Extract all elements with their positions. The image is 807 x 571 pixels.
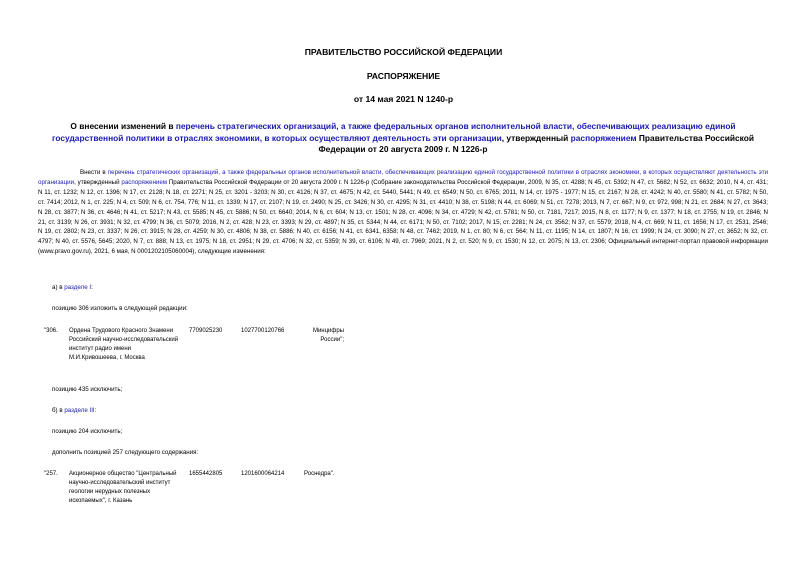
body-middle: , утвержденный [74, 178, 122, 186]
main-paragraph [38, 168, 768, 257]
item-a-suffix: : [91, 284, 93, 291]
title-prefix: О внесении изменений в [70, 121, 176, 131]
body-link-order[interactable]: распоряжением [121, 178, 168, 186]
item-a-text: позицию 306 изложить в следующей редакции: [52, 305, 188, 312]
row257-number: "257. [44, 471, 58, 477]
document-date: от 14 мая 2021 N 1240-р [353, 94, 454, 104]
item-435: позицию 435 исключить; [52, 386, 123, 393]
item-a [52, 284, 93, 291]
title-link-order[interactable]: распоряжением [570, 132, 637, 143]
item-b-section-link[interactable]: разделе III [64, 407, 95, 414]
item-204: позицию 204 исключить; [52, 428, 123, 435]
row306-ministry: Минцифры России"; [312, 328, 344, 343]
item-a-section-link[interactable]: разделе I [64, 284, 92, 291]
document-title [38, 121, 768, 156]
item-b-suffix: : [94, 407, 97, 414]
title-link-list[interactable]: перечень стратегических организаций, а также федеральных органов исполнительной власти, обеспечивающих реализацию единой государственной политики в отраслях экономики, в которых осуществляют деятельность эти организации [51, 121, 736, 143]
row306-number: "306. [44, 328, 58, 334]
row257-ogrn: 1201600064214 [241, 471, 285, 477]
body-link-list[interactable]: перечень стратегических организаций, а также федеральных органов исполнительной власти, обеспечивающих реализацию единой государственной политики в отраслях экономики, в которых осуществляют деятельность эти организации [38, 169, 768, 186]
item-b [52, 407, 96, 414]
row257-name: Акционерное общество "Центральный научно-исследовательский институт геологии нерудных полезных ископаемых", г. Казань [69, 471, 177, 504]
title-suffix: Правительства Российской Федерации от 20 августа 2009 г. N 1226-р [318, 132, 755, 155]
government-name: ПРАВИТЕЛЬСТВО РОССИЙСКОЙ ФЕДЕРАЦИИ [304, 47, 503, 57]
item-add: дополнить позицией 257 следующего содержания: [52, 449, 199, 456]
row257-inn: 1655442805 [189, 471, 223, 477]
body-rest: Правительства Российской Федерации от 20 августа 2009 г. N 1226-р (Собрание законодательства Российской Федерации, 2009, N 35, ст. 4288; N 45, ст. 5392; N 47, ст. 5682; N 52, ст. 6632; 2010, N 4, ст. 431; N 11, ст. 1232; N 12, ст. 1396; N 17, ст. 2128; N 18, ст. 2271; N 25, ст. 3201 - 3203; N 30, ст. 4126; N 37, ст. 4675; N 42, ст. 5440, 5441; N 49, ст. 6549; N 50, ст. 6765; 2011, N 14, ст. 1975 - 1977; N 15, ст. 2167; N 28, ст. 4242; N 40, ст. 5580; N 41, ст. 5782; N 50, ст. 7414; 2012, N 1, ст. 225; N 4, ст. 509; N 6, ст. 754, 776; N 11, ст. 1339; N 17, ст. 2107; N 19, ст. 2490; N 25, ст. 3426; N 30, ст. 4295; N 31, ст. 4410; N 38, ст. 5198; N 44, ст. 6069; N 51, ст. 7278; 2013, N 7, ст. 667; N 9, ст. 972, 998; N 21, ст. 2684; N 27, ст. 3643; N 28, ст. 3877; N 36, ст. 4646; N 41, ст. 5217; N 43, ст. 5585; N 45, ст. 5886; N 50, ст. 6640; 2014, N 6, ст. 604; N 13, ст. 1501; N 28, ст. 4096; N 34, ст. 4729; N 42, ст. 5781; N 50, ст. 7181, 7217; 2015, N 8, ст. 1177; N 9, ст. 1377; N 18, ст. 2755; N 19, ст. 2846; N 21, ст. 3139; N 26, ст. 3931; N 32, ст. 4799; N 36, ст. 5079; 2016, N 2, ст. 428; N 23, ст. 3393; N 29, ст. 4897; N 35, ст. 5344; N 44, ст. 6171; N 50, ст. 7102; 2017, N 15, ст. 2281; N 24, ст. 3562; N 37, ст. 5579; 2018, N 4, ст. 669; N 11, ст. 1656; N 17, ст. 2531, 2546; N 19, ст. 2802; N 23, ст. 3337; N 26, ст. 3915; N 28, ст. 4259; N 30, ст. 4806; N 38, ст. 5886; N 40, ст. 6156; N 41, ст. 6341, 6358; N 48, ст. 7462; 2019, N 1, ст. 80; N 6, ст. 564; N 11, ст. 1195; N 14, ст. 1807; N 16, ст. 1999; N 24, ст. 3090; N 27, ст. 3652; N 32, ст. 4797; N 40, ст. 5576, 5645; 2020, N 7, ст. 888; N 13, ст. 1975; N 18, ст. 2951; N 29, ст. 4706; N 32, ст. 5359; N 39, ст. 6106; N 49, ст. 7969; 2021, N 2, ст. 520; N 9, ст. 1530; N 12, ст. 2075; N 13, ст. 2306; Официальный интернет-портал правовой информации (www.pravo.gov.ru), 2021, 6 мая, N 0001202105060004), следующие изменения: [38, 178, 768, 256]
row257-ministry: Роснедра". [304, 471, 335, 477]
row306-inn: 7709025230 [189, 328, 223, 334]
row306-ogrn: 1027700120766 [241, 328, 285, 334]
item-a-prefix: а) в [52, 284, 65, 291]
document-type: РАСПОРЯЖЕНИЕ [366, 71, 441, 81]
body-start: Внести в [80, 169, 108, 176]
title-middle: , утвержденный [501, 132, 571, 143]
item-b-prefix: б) в [52, 407, 65, 414]
row306-name: Ордена Трудового Красного Знамени Российский научно-исследовательский институт радио имени М.И.Кривошеева, г. Москва [69, 328, 179, 361]
